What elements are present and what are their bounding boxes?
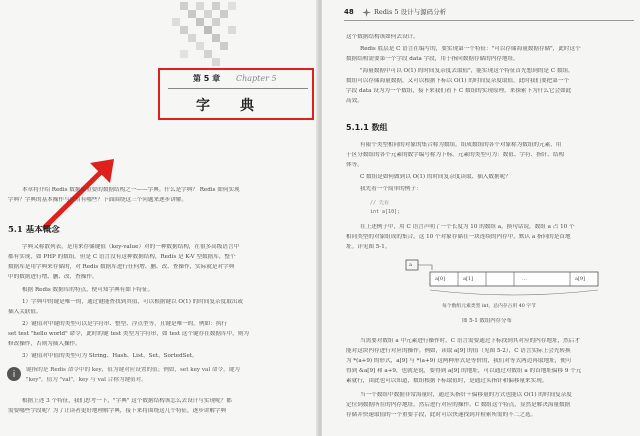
para-line: 2）键值对中键的类型可以是字符串、整型、浮点型等，且键是唯一的。例如：执行: [22, 321, 227, 327]
fig-cell: a[1]: [463, 276, 474, 282]
para-line: 数据库是用字典来存储的，对 Redis 数据库进行任何增、删、改、查操作，实际就是对字典: [8, 264, 235, 270]
after-code-line: 相同类型的对象组成的集合，这 10 个对象存储在一块连续的内存中，默认 a 指向的是首地: [346, 234, 571, 240]
fig-caption: 图 5-1 数组内存分布: [462, 318, 512, 324]
fig-cell: a[9]: [575, 276, 586, 282]
bottom-line: 定位到数据所在的内存地址，然后进行对应的操作。C 数组这个特点，显然是解决海量数据: [346, 402, 571, 408]
sec-line: 我先看一个简单的例子：: [360, 186, 422, 192]
running-head: Redis 5 设计与源码分析: [374, 8, 447, 16]
top-line: 数据结构需要第一个字段 data 字段，用于指向数据存储的内存地址。: [346, 56, 519, 62]
code-line: int a[10];: [370, 209, 401, 215]
fig-cell: …: [522, 276, 527, 282]
bottom-line: 当一个数组中数据非常海量时，通过头指针＋偏移量的方式也能以 O(1) 的时间复杂度: [360, 392, 572, 398]
intro-line-1: 本章将介绍 Redis 数据库重要的数据结构之一——字典。什么是字典？ Redis 如何实现: [22, 187, 240, 193]
chapter-title: 字 典: [196, 98, 262, 114]
top-line: 数组可以存储海量数据，又可以根据下标以 O(1) 的时间复杂度取值，此时我们要把第一个: [346, 78, 570, 84]
para-line: 插入关联值。: [8, 309, 42, 315]
top-line: Redis 底层是 C 语言在编写的，要实现第一个特征："可以存储海量数据存储"，此时这个: [360, 46, 581, 52]
chapter-number: 第 5 章: [193, 74, 221, 83]
sec-line: 体等。: [346, 162, 363, 168]
para-line: 修改操作，否则为插入操作。: [8, 341, 81, 347]
top-line: 这个数据结构该如何去设计。: [346, 34, 419, 40]
tail-line-1: 根据上述 3 个特征，我们思考一下，"字典" 这个数据结构该怎么去设计与实现呢？都: [22, 398, 232, 404]
para-line: set test "hello world" 命令，此时的键 test 类型为字符串，如 test 这个键存在数据库中，则为: [8, 331, 249, 337]
para-line: 根据 Redis 数据库的特点，便可知字典有如下特征。: [22, 287, 154, 293]
section-title: 5.1 基本概念: [8, 225, 60, 235]
note-line-1: 键指的是 Redis 命令中的 key，值为键对应设置的值；例如，set key val 命令，键为: [26, 367, 240, 373]
sec-line: 于区分数组的各个元素的数字编号称为下标。元素的类型可为：数值、字符、指针、结构: [346, 152, 565, 158]
para-line: 中的数据进行增、删、改、查操作。: [8, 274, 98, 280]
note-line-2: "key"，值为 "val"，key 与 val 合称为键值对。: [26, 377, 147, 383]
sec-line: C 数组是如何做到以 O(1) 的时间复杂度读取、插入数据呢？: [360, 174, 511, 180]
bottom-line: 为 *(a+9) 的形式，a[9] 与 *(a+9) 这两种形式是等价的，我们对等式两边再取地址，便可: [346, 358, 572, 364]
bottom-line: 存储并快速取值的一个重要手段，此时可以快速找到并检索所需的不二之选。: [346, 412, 537, 418]
fig-note: 每个数组元素类型 int，总内存占用 40 字节: [442, 304, 536, 309]
chapter-decoration-icon: [172, 2, 252, 66]
svg-text:i: i: [12, 370, 16, 380]
sec-line: 有限个类型相同的对象的集合称为数组。组成数组的各个对象称为数组的元素，用: [360, 142, 562, 148]
left-page: [0, 0, 318, 436]
fig-pointer: a: [409, 262, 412, 268]
page-number: 48: [344, 8, 354, 16]
bottom-line: 得到 &a[9] 和 a+9，也就是说，要得到 a[9] 的地址，可以通过对数组 a 的首地址偏移 9 个元: [346, 368, 582, 374]
running-head-icon: [362, 8, 371, 17]
para-line: 3）键值对中值的类型可为 String、Hash、List、Set、SortedSet。: [22, 353, 198, 359]
red-arrow-icon: [40, 155, 120, 235]
tail-line-2: 需要哪些字段呢？为了让读者更好地理解字典，接下来将围绕这几个特征，逐步讲解字典: [8, 408, 227, 414]
chapter-english: Chapter 5: [236, 74, 277, 83]
header-rule: [344, 20, 634, 21]
note-icon: [6, 366, 22, 382]
para-line: 都有实现，如 PHP 的数组。但是 C 语言没有这种数据结构，Redis 是 K-V 型数据库，整个: [8, 254, 236, 260]
para-line: 字典又称散列表，是用来存储键值（key-value）对的一种数据结构，在很多高级语言中: [22, 244, 240, 250]
bottom-line: 能对这块内存进行对应的操作。例如，读取 a[9] 的值（见图 5-2），C 语言实际上会先转换: [346, 348, 571, 354]
bottom-line: 素就行，由此也可以知道，数组根据下标取值时，是通过头指针和偏移量来实现。: [346, 378, 548, 384]
after-code-line: 在上述例子中，用 C 语言声明了一个长度为 10 的数组 a，换句话说，数组 a 占 10 个: [360, 224, 575, 230]
chapter-rule: [168, 88, 308, 89]
subsection-title: 5.1.1 数组: [346, 123, 388, 132]
top-line: 高效。: [346, 98, 363, 104]
para-line: 1）字典中的键是唯一的，通过键能查找到其值，可以根据键以 O(1) 的时间复杂度取出或: [22, 299, 244, 305]
right-page: [322, 0, 640, 436]
bottom-line: 当需要对数组 a 中元素进行操作时，C 语言需要通过下标找到其对应的内存地址，然后才: [360, 338, 580, 344]
after-code-line: 址。详见图 5-1。: [346, 244, 391, 250]
top-line: "海量数据中可以 O(1) 的时间复杂度去取值"，能实现这个特征首先想到的是 C 数组，: [360, 68, 574, 74]
fig-cell: a[0]: [435, 276, 446, 282]
code-line: // 先看: [370, 200, 390, 206]
intro-line-2: 字典？字典的基本操作与应用有哪些？下面围绕这三个问题来逐步讲解。: [8, 197, 188, 203]
top-line: 字段 data 设为为一个数组，接下来我们看下 C 数组的实现原理，来探索下为什么它会如此: [346, 88, 572, 94]
